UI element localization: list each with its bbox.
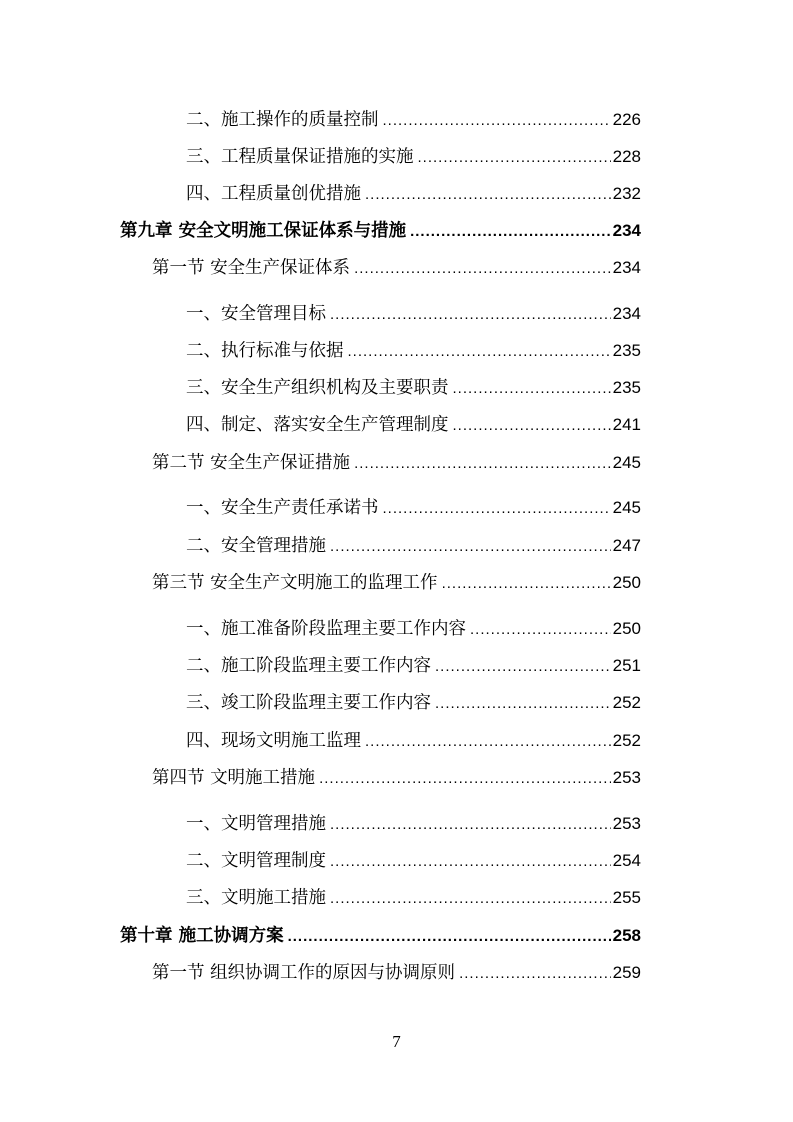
toc-entry[interactable] (186, 849, 641, 873)
dot-leader (418, 146, 611, 170)
dot-leader (330, 535, 611, 559)
toc-section-entry[interactable] (152, 571, 641, 595)
dot-leader (319, 767, 611, 791)
toc-entry-label: 第一节 组织协调工作的原因与协调原则 (152, 963, 456, 983)
dot-leader (354, 452, 611, 476)
toc-section-entry[interactable] (152, 256, 641, 280)
toc-entry-label: 一、施工准备阶段监理主要工作内容 (186, 619, 466, 639)
toc-entry-page: 234 (612, 304, 641, 323)
toc-entry-page: 250 (612, 619, 641, 638)
toc-entry-page: 235 (612, 378, 641, 397)
toc-section-entry[interactable] (152, 766, 641, 790)
dot-leader (442, 572, 611, 596)
dot-leader (330, 813, 611, 837)
toc-chapter-entry[interactable] (120, 924, 641, 948)
dot-leader (330, 303, 611, 327)
toc-entry-label: 四、工程质量创优措施 (186, 184, 361, 204)
dot-leader (453, 377, 611, 401)
dot-leader (365, 730, 611, 754)
toc-entry-page: 245 (612, 498, 641, 517)
dot-leader (459, 962, 611, 986)
toc-entry-page: 251 (612, 656, 641, 675)
toc-entry[interactable] (186, 496, 641, 520)
toc-section-entry[interactable] (152, 451, 641, 475)
toc-entry-page: 253 (612, 814, 641, 833)
toc-entry[interactable] (186, 617, 641, 641)
toc-entry[interactable] (186, 534, 641, 558)
dot-leader (383, 497, 611, 521)
toc-entry-page: 245 (612, 453, 641, 472)
toc-entry-label: 第九章 安全文明施工保证体系与措施 (120, 221, 407, 241)
toc-entry-page: 253 (612, 768, 641, 787)
dot-leader (383, 109, 611, 133)
toc-section-entry[interactable] (152, 961, 641, 985)
toc-entry-label: 三、工程质量保证措施的实施 (186, 147, 414, 167)
toc-entry-label: 三、安全生产组织机构及主要职责 (186, 378, 449, 398)
toc-entry-label: 第二节 安全生产保证措施 (152, 453, 351, 473)
dot-leader (410, 220, 611, 244)
toc-entry-label: 第一节 安全生产保证体系 (152, 258, 351, 278)
toc-entry-page: 241 (612, 415, 641, 434)
toc-entry[interactable] (186, 182, 641, 206)
toc-entry[interactable] (186, 691, 641, 715)
toc-entry-label: 四、制定、落实安全生产管理制度 (186, 415, 449, 435)
toc-entry[interactable] (186, 145, 641, 169)
toc-entry-page: 258 (612, 926, 641, 945)
dot-leader (365, 183, 611, 207)
dot-leader (354, 257, 611, 281)
toc-entry-label: 四、现场文明施工监理 (186, 731, 361, 751)
toc-entry-label: 第三节 安全生产文明施工的监理工作 (152, 573, 438, 593)
toc-entry[interactable] (186, 413, 641, 437)
toc-entry-page: 247 (612, 536, 641, 555)
toc-entry-label: 第十章 施工协调方案 (120, 926, 284, 946)
toc-entry-label: 二、文明管理制度 (186, 851, 326, 871)
toc-entry[interactable] (186, 108, 641, 132)
dot-leader (330, 887, 611, 911)
toc-entry-page: 252 (612, 731, 641, 750)
toc-entry-label: 一、安全管理目标 (186, 304, 326, 324)
toc-entry-page: 234 (612, 258, 641, 277)
toc-entry-label: 二、安全管理措施 (186, 536, 326, 556)
toc-entry-page: 234 (612, 221, 641, 240)
toc-entry-page: 235 (612, 341, 641, 360)
toc-entry-label: 第四节 文明施工措施 (152, 768, 316, 788)
dot-leader (435, 692, 611, 716)
toc-entry[interactable] (186, 886, 641, 910)
toc-entry-page: 232 (612, 184, 641, 203)
toc-entry-label: 一、文明管理措施 (186, 814, 326, 834)
toc-entry-page: 259 (612, 963, 641, 982)
toc-entry-page: 226 (612, 110, 641, 129)
toc-entry-page: 252 (612, 693, 641, 712)
toc-entry[interactable] (186, 376, 641, 400)
dot-leader (435, 655, 611, 679)
toc-entry-page: 250 (612, 573, 641, 592)
toc-entry-label: 二、施工阶段监理主要工作内容 (186, 656, 431, 676)
toc-entry[interactable] (186, 339, 641, 363)
toc-entry-page: 254 (612, 851, 641, 870)
toc-entry-page: 228 (612, 147, 641, 166)
toc-entry[interactable] (186, 302, 641, 326)
toc-entry[interactable] (186, 812, 641, 836)
toc-entry-label: 二、施工操作的质量控制 (186, 110, 379, 130)
dot-leader (453, 414, 611, 438)
dot-leader (348, 340, 611, 364)
toc-chapter-entry[interactable] (120, 219, 641, 243)
dot-leader (288, 925, 611, 949)
toc-entry-label: 二、执行标准与依据 (186, 341, 344, 361)
toc-entry-page: 255 (612, 888, 641, 907)
dot-leader (470, 618, 611, 642)
toc-entry[interactable] (186, 654, 641, 678)
page-number: 7 (392, 1032, 401, 1051)
toc-entry[interactable] (186, 729, 641, 753)
dot-leader (330, 850, 611, 874)
toc-entry-label: 三、竣工阶段监理主要工作内容 (186, 693, 431, 713)
toc-entry-label: 一、安全生产责任承诺书 (186, 498, 379, 518)
toc-entry-label: 三、文明施工措施 (186, 888, 326, 908)
